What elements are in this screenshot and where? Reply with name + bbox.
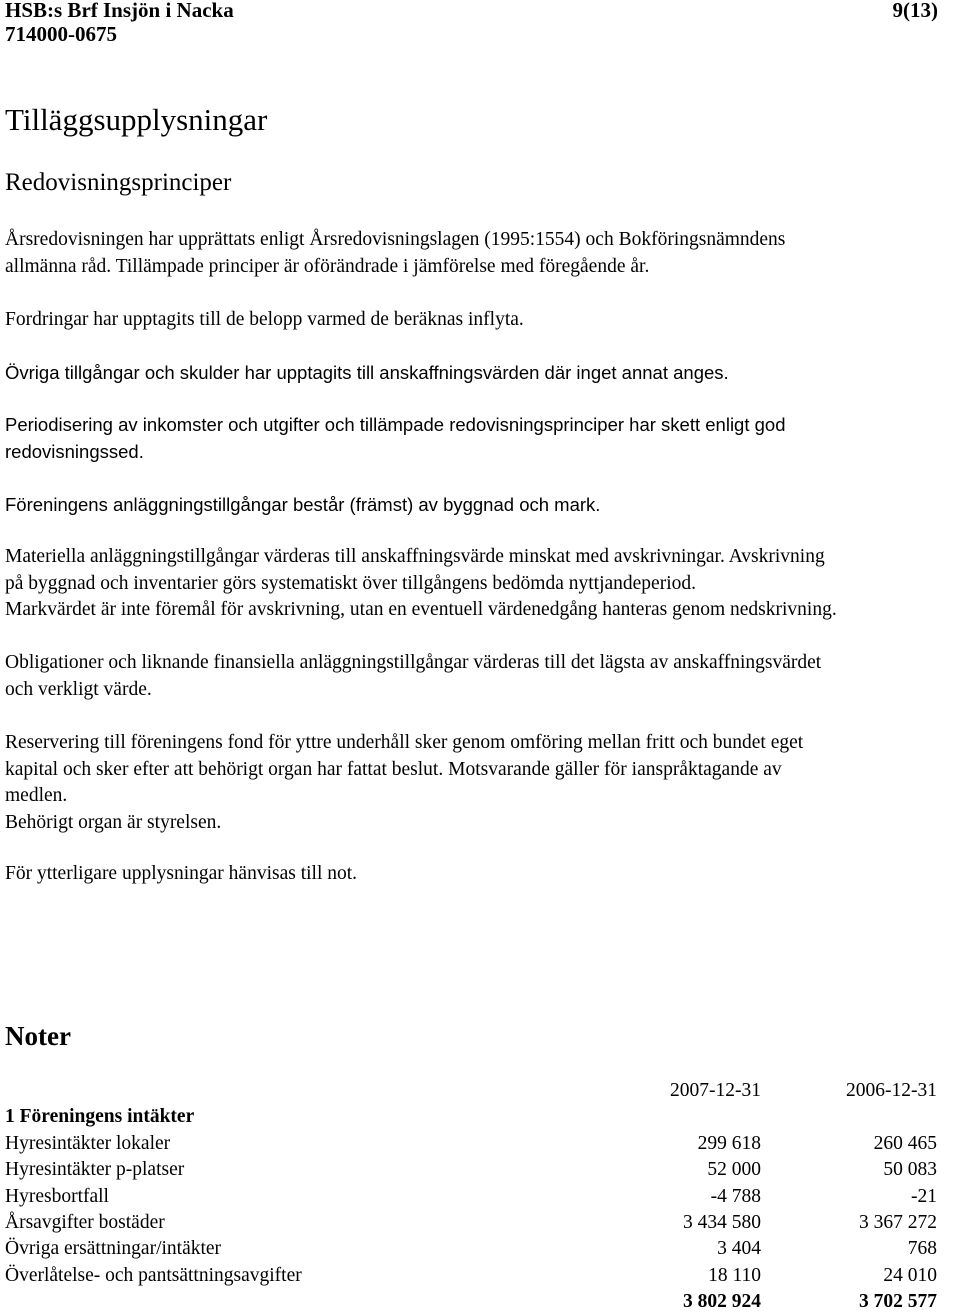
total-row <box>5 1289 937 1315</box>
paragraph-line: medlen. <box>5 785 68 806</box>
total-2007: 3 802 924 <box>683 1291 761 1313</box>
table-row <box>5 1131 937 1157</box>
paragraph-further-info <box>5 861 957 888</box>
org-number: 714000-0675 <box>5 22 117 46</box>
org-name: HSB:s Brf Insjön i Nacka <box>5 0 234 22</box>
value-2007: 52 000 <box>707 1159 761 1181</box>
paragraph-line: Periodisering av inkomster och utgifter och tillämpade redovisningsprinciper har skett enligt god <box>5 414 786 435</box>
column-header-2007: 2007-12-31 <box>670 1080 761 1101</box>
note-heading-row <box>5 1104 937 1130</box>
paragraph-line: Årsredovisningen har upprättats enligt Årsredovisningslagen (1995:1554) och Bokföringsnämndens <box>5 229 786 250</box>
value-2006: -21 <box>911 1185 937 1207</box>
paragraph-line: redovisningssed. <box>5 440 144 462</box>
paragraph-line: Reservering till föreningens fond för yttre underhåll sker genom omföring mellan fritt och bundet eget <box>5 732 804 753</box>
column-header-2006: 2006-12-31 <box>846 1080 937 1101</box>
paragraph-line: Behörigt organ är styrelsen. <box>5 811 222 833</box>
row-label: Överlåtelse- och pantsättningsavgifter <box>5 1264 302 1286</box>
paragraph-other-assets <box>5 360 957 387</box>
paragraph-accruals <box>5 412 957 465</box>
paragraph-fixed-assets <box>5 492 957 519</box>
table-row <box>5 1236 937 1262</box>
value-2006: 3 367 272 <box>859 1212 937 1234</box>
row-label: Hyresintäkter lokaler <box>5 1132 171 1154</box>
paragraph-maintenance-fund <box>5 730 957 836</box>
page-title: Tilläggsupplysningar <box>5 102 268 137</box>
paragraph-line: och verkligt värde. <box>5 678 152 700</box>
table-row <box>5 1210 937 1236</box>
page-number: 9(13) <box>892 0 938 22</box>
paragraph-accounting-basis <box>5 227 957 280</box>
total-2006: 3 702 577 <box>859 1291 937 1313</box>
value-2007: 3 434 580 <box>683 1212 761 1234</box>
table-row <box>5 1263 937 1289</box>
paragraph-line: på byggnad och inventarier görs systematiskt över tillgångens bedömda nyttjandeperiod. <box>5 572 696 594</box>
column-header-row <box>5 1078 937 1104</box>
table-row <box>5 1184 937 1210</box>
value-2006: 260 465 <box>873 1132 937 1154</box>
paragraph-receivables <box>5 307 957 334</box>
note-heading: 1 Föreningens intäkter <box>5 1106 195 1128</box>
value-2007: 299 618 <box>697 1132 761 1154</box>
paragraph-line: Obligationer och liknande finansiella anläggningstillgångar värderas till det lägsta av anskaffningsvärdet <box>5 652 822 673</box>
section-title: Redovisningsprinciper <box>5 169 232 196</box>
paragraph-line: Markvärdet är inte föremål för avskrivning, utan en eventuell värdenedgång hanteras genom nedskrivning. <box>5 599 837 620</box>
paragraph-line: Föreningens anläggningstillgångar består (främst) av byggnad och mark. <box>5 494 601 515</box>
row-label: Hyresintäkter p-platser <box>5 1159 185 1181</box>
value-2006: 768 <box>907 1238 937 1260</box>
value-2006: 24 010 <box>883 1264 937 1286</box>
row-label: Årsavgifter bostäder <box>5 1212 165 1234</box>
paragraph-line: kapital och sker efter att behörigt organ har fattat beslut. Motsvarande gäller för ianspråktagande av <box>5 758 782 780</box>
notes-title: Noter <box>5 1021 71 1051</box>
paragraph-depreciation <box>5 544 957 624</box>
value-2007: -4 788 <box>710 1185 761 1207</box>
paragraph-line: Materiella anläggningstillgångar värderas till anskaffningsvärde minskat med avskrivningar. Avskrivning <box>5 546 825 567</box>
paragraph-bonds <box>5 650 957 703</box>
value-2006: 50 083 <box>883 1159 937 1181</box>
table-row <box>5 1157 937 1183</box>
notes-table <box>5 1078 937 1316</box>
row-label: Övriga ersättningar/intäkter <box>5 1238 222 1260</box>
paragraph-line: allmänna råd. Tillämpade principer är oförändrade i jämförelse med föregående år. <box>5 255 650 277</box>
row-label: Hyresbortfall <box>5 1185 109 1207</box>
value-2007: 18 110 <box>708 1264 761 1286</box>
value-2007: 3 404 <box>717 1238 761 1260</box>
paragraph-line: Övriga tillgångar och skulder har upptagits till anskaffningsvärden där inget annat anges. <box>5 362 729 383</box>
paragraph-line: För ytterligare upplysningar hänvisas till not. <box>5 863 358 884</box>
paragraph-line: Fordringar har upptagits till de belopp varmed de beräknas inflyta. <box>5 309 524 330</box>
page-header <box>5 0 234 46</box>
